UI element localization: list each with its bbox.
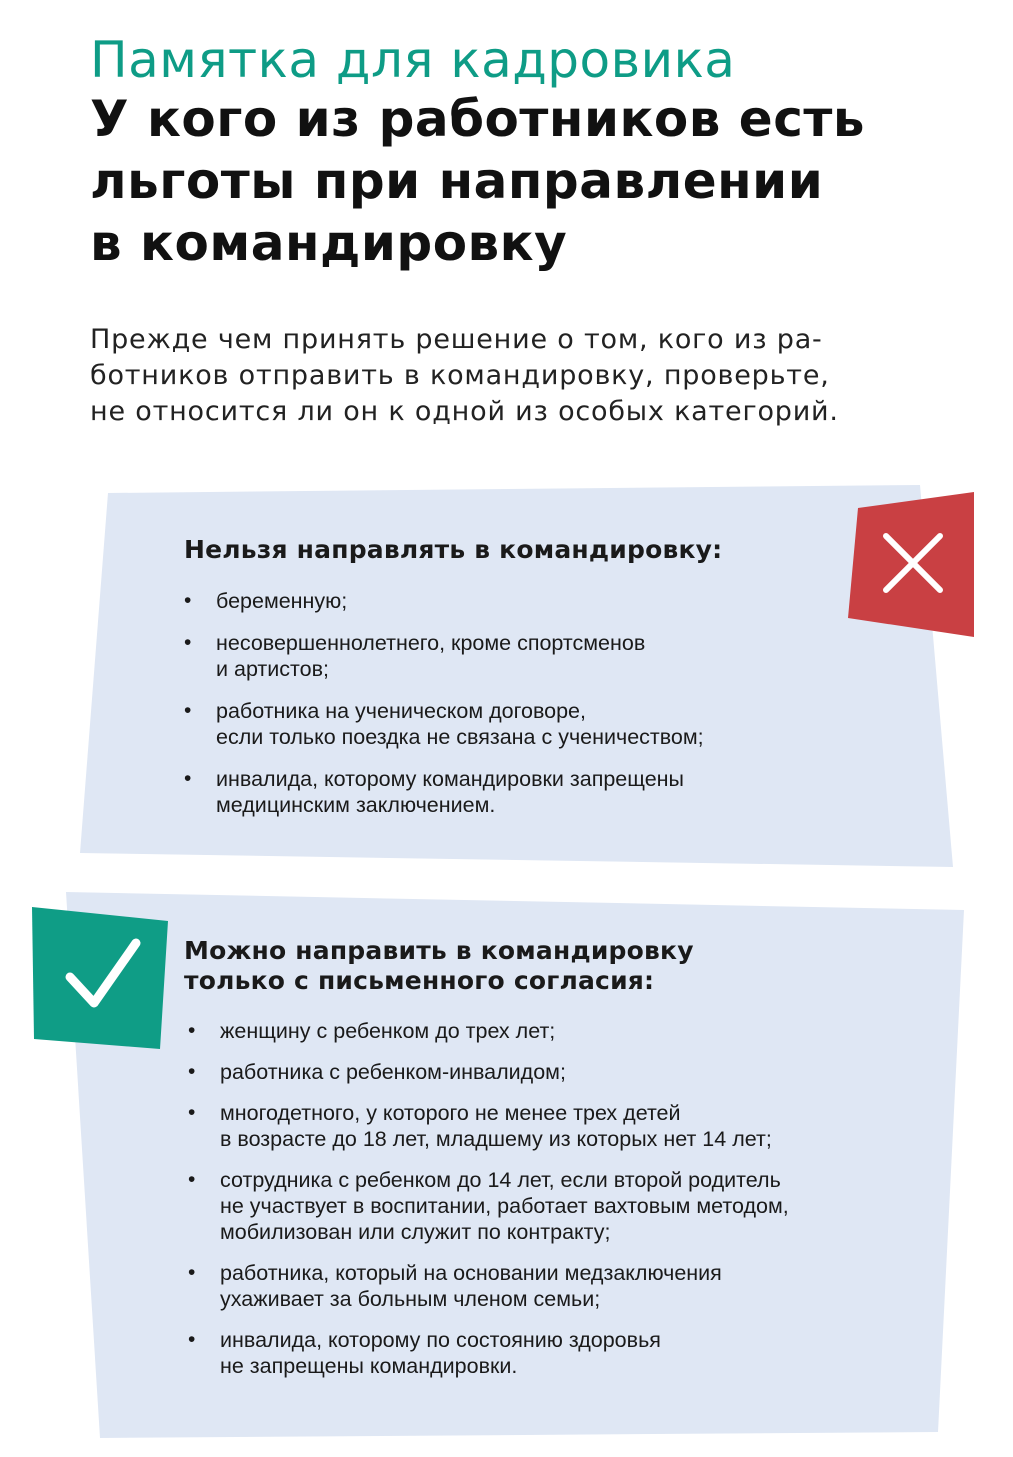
list-item xyxy=(186,1018,789,1044)
list-item-line: • несовершеннолетнего, кроме спортсменов xyxy=(216,631,646,655)
list-item-line: • инвалида, которому по состоянию здоровья xyxy=(220,1328,661,1352)
list-item xyxy=(186,1167,789,1245)
title-line: льготы при направлении xyxy=(90,152,824,210)
list-item-line: ухаживает за больным членом семьи; xyxy=(220,1287,601,1311)
title-line: У кого из работников есть xyxy=(90,90,865,148)
list-item-line: медицинским заключением. xyxy=(216,793,496,817)
list-item xyxy=(186,1327,789,1379)
list-item-line: • многодетного, у которого не менее трех детей xyxy=(220,1101,681,1125)
forbidden-panel xyxy=(80,485,953,867)
list-item xyxy=(182,630,704,682)
list-item-line: • работника, который на основании медзаключения xyxy=(220,1261,722,1285)
list-item-line: если только поездка не связана с ученичеством; xyxy=(216,725,704,749)
intro-line: ботников отправить в командировку, проверьте, xyxy=(90,360,830,391)
list-item-line: • работника на ученическом договоре, xyxy=(216,699,586,723)
list-item-line: и артистов; xyxy=(216,657,329,681)
forbidden-list xyxy=(182,588,704,834)
checkmark-icon xyxy=(32,907,168,1049)
list-item xyxy=(182,766,704,818)
list-item xyxy=(186,1100,789,1152)
intro-paragraph xyxy=(90,322,980,430)
list-item xyxy=(182,588,704,614)
list-item-line: • работника с ребенком-инвалидом; xyxy=(220,1060,566,1084)
list-item xyxy=(186,1260,789,1312)
list-item-line: не запрещены командировки. xyxy=(220,1354,518,1378)
intro-line: не относится ли он к одной из особых категорий. xyxy=(90,396,839,427)
list-item-line: • сотрудника с ребенком до 14 лет, если второй родитель xyxy=(220,1168,781,1192)
consent-panel xyxy=(66,892,964,1438)
consent-heading-line: Можно направить в командировку xyxy=(184,936,694,965)
list-item-line: • женщину с ребенком до трех лет; xyxy=(220,1019,556,1043)
list-item-line: не участвует в воспитании, работает вахтовым методом, xyxy=(220,1194,789,1218)
list-item-line: • инвалида, которому командировки запрещены xyxy=(216,767,684,791)
cross-icon xyxy=(848,492,974,637)
page-kicker: Памятка для кадровика xyxy=(90,31,736,89)
consent-heading-line: только с письменного согласия: xyxy=(184,966,655,995)
title-line: в командировку xyxy=(90,214,568,272)
list-item-line: • беременную; xyxy=(216,589,348,613)
page-title xyxy=(90,88,970,274)
intro-line: Прежде чем принять решение о том, кого из ра- xyxy=(90,324,823,355)
forbidden-heading xyxy=(184,535,722,565)
consent-list xyxy=(186,1018,789,1394)
consent-heading xyxy=(184,936,694,996)
forbidden-heading-line: Нельзя направлять в командировку: xyxy=(184,535,723,564)
list-item xyxy=(186,1059,789,1085)
list-item-line: в возрасте до 18 лет, младшему из которых нет 14 лет; xyxy=(220,1127,772,1151)
list-item-line: мобилизован или служит по контракту; xyxy=(220,1220,611,1244)
list-item xyxy=(182,698,704,750)
